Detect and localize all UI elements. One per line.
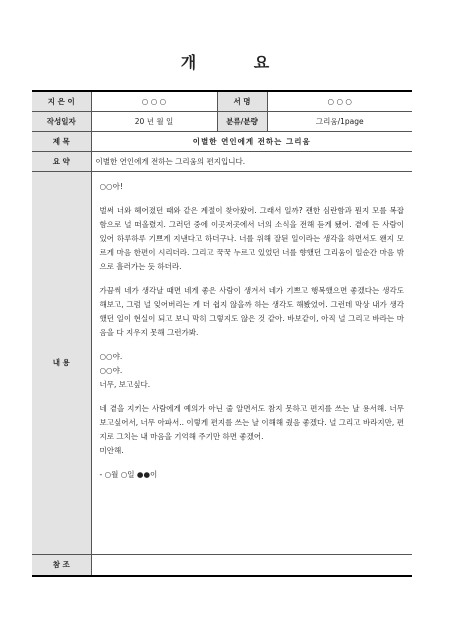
date-value: 20 년 월 일 — [91, 111, 217, 131]
summary-label: 요 약 — [32, 151, 91, 171]
letter-signature: - ○월 ○일 ●●이 — [99, 469, 158, 479]
content-row — [32, 171, 412, 554]
summary-value: 이별한 연인에게 전하는 그리움의 편지입니다. — [91, 151, 412, 171]
letter-paragraph-1: 벌써 너와 헤어졌던 때와 같은 계절이 찾아왔어. 그래서 일까? 괜한 심란함과 뭔지 모를 복잡함으로 널 떠올렸지. 그러던 중에 이곳저곳에서 너의 소식을 전해 듣게 됐어. 곁에 든 사람이 있어 하루하루 기쁘게 지낸다고 하더구나. 너를 위해 잘된 일이라는 생각을 하면서도 왠지 모르게 마음 한편이 시리더라. 그리고 꾹꾹 누르고 있었던 너를 향했던 그리움이 일순간 마음 밖으로 흘러가는 듯 하더라. — [99, 205, 404, 271]
letter-call-1: ○○야. — [99, 351, 123, 361]
author-row — [32, 91, 412, 111]
reference-label: 참 조 — [32, 554, 91, 576]
letter-paragraph-3: 네 곁을 지키는 사람에게 예의가 아닌 줄 알면서도 참지 못하고 편지를 쓰는 날 용서해. 너무 보고싶어서, 너무 아파서.. 이렇게 편지를 쓰는 날 이해해 줬음 좋겠다. 널 그리고 바라지만, 편지로 그치는 내 마음을 기억해 주기만 하면 좋겠어. — [99, 403, 404, 441]
subject-row — [32, 131, 412, 151]
author-label: 지 은 이 — [32, 91, 91, 111]
date-row — [32, 111, 412, 131]
content-label: 내 용 — [32, 171, 91, 554]
letter-call-2: ○○야. — [99, 365, 123, 375]
letter-greeting: ○○아! — [99, 181, 123, 191]
book-name-value: ○ ○ ○ — [267, 91, 412, 111]
author-value: ○ ○ ○ — [91, 91, 217, 111]
overview-form — [32, 90, 412, 577]
book-name-label: 서 명 — [217, 91, 267, 111]
subject-value: 이별한 연인에게 전하는 그리움 — [91, 131, 412, 151]
category-label: 분류/분량 — [217, 111, 267, 131]
letter-paragraph-2: 가끔씩 네가 생각날 때면 네게 좋은 사람이 생겨서 네가 기쁘고 행복했으면 좋겠다는 생각도 해보고, 그럼 널 잊어버리는 게 더 쉽지 않을까 하는 생각도 해봤었어. 그런데 막상 내가 생각했던 일이 현실이 되고 보니 막히 그렇지도 않은 것 같아. 바보같이, 아직 널 그리고 바라는 마음을 다 지우지 못해 그런가봐. — [99, 285, 404, 337]
letter-call-3: 너무, 보고싶다. — [99, 379, 151, 389]
document-title: 개 요 — [180, 53, 296, 72]
date-label: 작성일자 — [32, 111, 91, 131]
letter-sorry: 미안해. — [99, 445, 124, 455]
letter-content — [91, 171, 412, 554]
subject-label: 제 목 — [32, 131, 91, 151]
reference-row — [32, 554, 412, 576]
category-value: 그리움/1page — [267, 111, 412, 131]
reference-value — [91, 554, 412, 576]
summary-row — [32, 151, 412, 171]
